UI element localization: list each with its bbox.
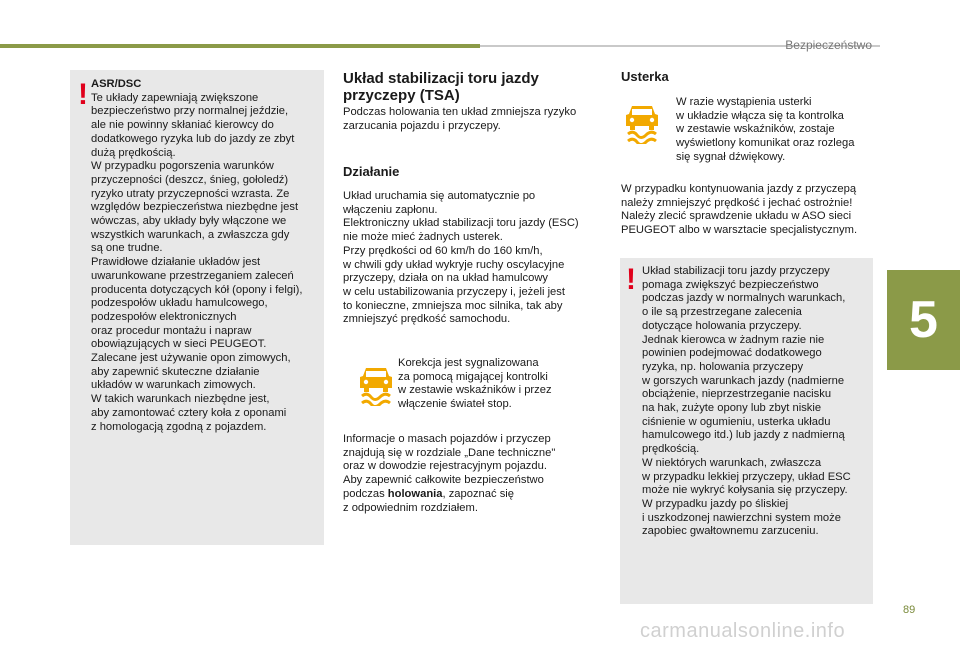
tsa-note-body: Układ stabilizacji toru jazdy przyczepy pomaga zwiększyć bezpieczeństwo podczas jazdy w normalnych warunkach, o ile są przestrzegane zalecenia dotyczące holowania przyczepy. Jednak kierowca w żadnym razie nie powinien podejmować dodatkowego ryzyka, np. holowania przyczepy w gorszych warunkach jazdy (nadmierne obciążenie, nieprzestrzeganie nacisku na hak, zużyte opony lub zbyt niskie ciśnienie w ogumieniu, usterka układu hamulcowego itd.) lub jazdy z nadmierną prędkością. W niektórych warunkach, zwłaszcza w przypadku lekkiej przyczepy, układ ESC może nie wykryć kołysania się przyczepy. W przypadku jazdy po śliskiej i uszkodzonej nawierzchni system może zapobiec gwałtownemu zarzuceniu. [642, 265, 851, 538]
header-accent-bar [0, 44, 480, 48]
asr-dsc-note-title: ASR/DSC [91, 78, 142, 90]
info-text-bold: holowania [387, 487, 443, 500]
usterka-heading: Usterka [621, 69, 669, 84]
esc-warning-icon [622, 100, 662, 144]
info-text-pre: Informacje o masach pojazdów i przyczep znajdują się w rozdziale „Dane techniczne" oraz w dowodzie rejestracyjnym pojazdu. Aby zapewnić całkowite bezpieczeństwo podczas [343, 433, 556, 500]
usterka-continue-text: W przypadku kontynuowania jazdy z przyczepą należy zmniejszyć prędkość i jechać ostrożnie! Należy zlecić sprawdzenie układu w ASO sieci PEUGEOT albo w warsztacie specjalistycznym. [621, 183, 858, 237]
exclamation-icon: ! [78, 78, 88, 111]
asr-dsc-note-text [91, 78, 321, 434]
section-header-title: Bezpieczeństwo [785, 38, 872, 52]
watermark: carmanualsonline.info [640, 620, 846, 642]
chapter-tab: 5 [887, 270, 960, 370]
exclamation-icon: ! [626, 263, 636, 296]
page-number: 89 [903, 604, 916, 616]
info-paragraph [343, 433, 603, 515]
usterka-body: W razie wystąpienia usterki w układzie włącza się ta kontrolka w zestawie wskaźników, zostaje wyświetlony komunikat oraz rozlega się sygnał dźwiękowy. [676, 96, 855, 163]
korekcja-text: Korekcja jest sygnalizowana za pomocą migającej kontrolki w zestawie wskaźników i przez włączenie świateł stop. [398, 357, 552, 411]
esc-warning-icon [356, 362, 396, 406]
asr-dsc-note-body: Te układy zapewniają zwiększone bezpieczeństwo przy normalnej jeździe, ale nie powinny skłaniać kierowcy do dodatkowego ryzyka lub do jazdy ze zbyt dużą prędkością. W przypadku pogorszenia warunków przyczepności (deszcz, śnieg, gołoledź) ryzyko utraty przyczepności wzrasta. Ze względów bezpieczeństwa niezbędne jest wówczas, aby układy były włączone we wszystkich warunkach, a zwłaszcza gdy są one trudne. Prawidłowe działanie układów jest uwarunkowane przestrzeganiem zaleceń producenta dotyczących kół (opony i felgi), podzespołów układu hamulcowego, podzespołów elektronicznych oraz procedur montażu i napraw obowiązujących w sieci PEUGEOT. Zalecane jest używanie opon zimowych, aby zapewnić skuteczne działanie układów w warunkach zimowych. W takich warunkach niezbędne jest, aby zamontować cztery koła z oponami z homologacją zgodną z pojazdem. [91, 91, 303, 433]
dzialanie-body: Układ uruchamia się automatycznie po włączeniu zapłonu. Elektroniczny układ stabilizacji toru jazdy (ESC) nie może mieć żadnych usterek. Przy prędkości od 60 km/h do 160 km/h, w chwili gdy układ wykryje ruchy oscylacyjne przyczepy, działa on na układ hamulcowy w celu ustabilizowania przyczepy i, jeżeli jest to konieczne, zmniejsza moc silnika, tak aby zmniejszyć prędkość samochodu. [343, 190, 579, 326]
info-text-post: , zapoznać się z odpowiednim rozdziałem. [343, 487, 515, 514]
dzialanie-heading: Działanie [343, 164, 400, 179]
tsa-heading: Układ stabilizacji toru jazdy przyczepy (TSA) [343, 70, 539, 104]
tsa-intro: Podczas holowania ten układ zmniejsza ryzyko zarzucania pojazdu i przyczepy. [343, 106, 577, 132]
